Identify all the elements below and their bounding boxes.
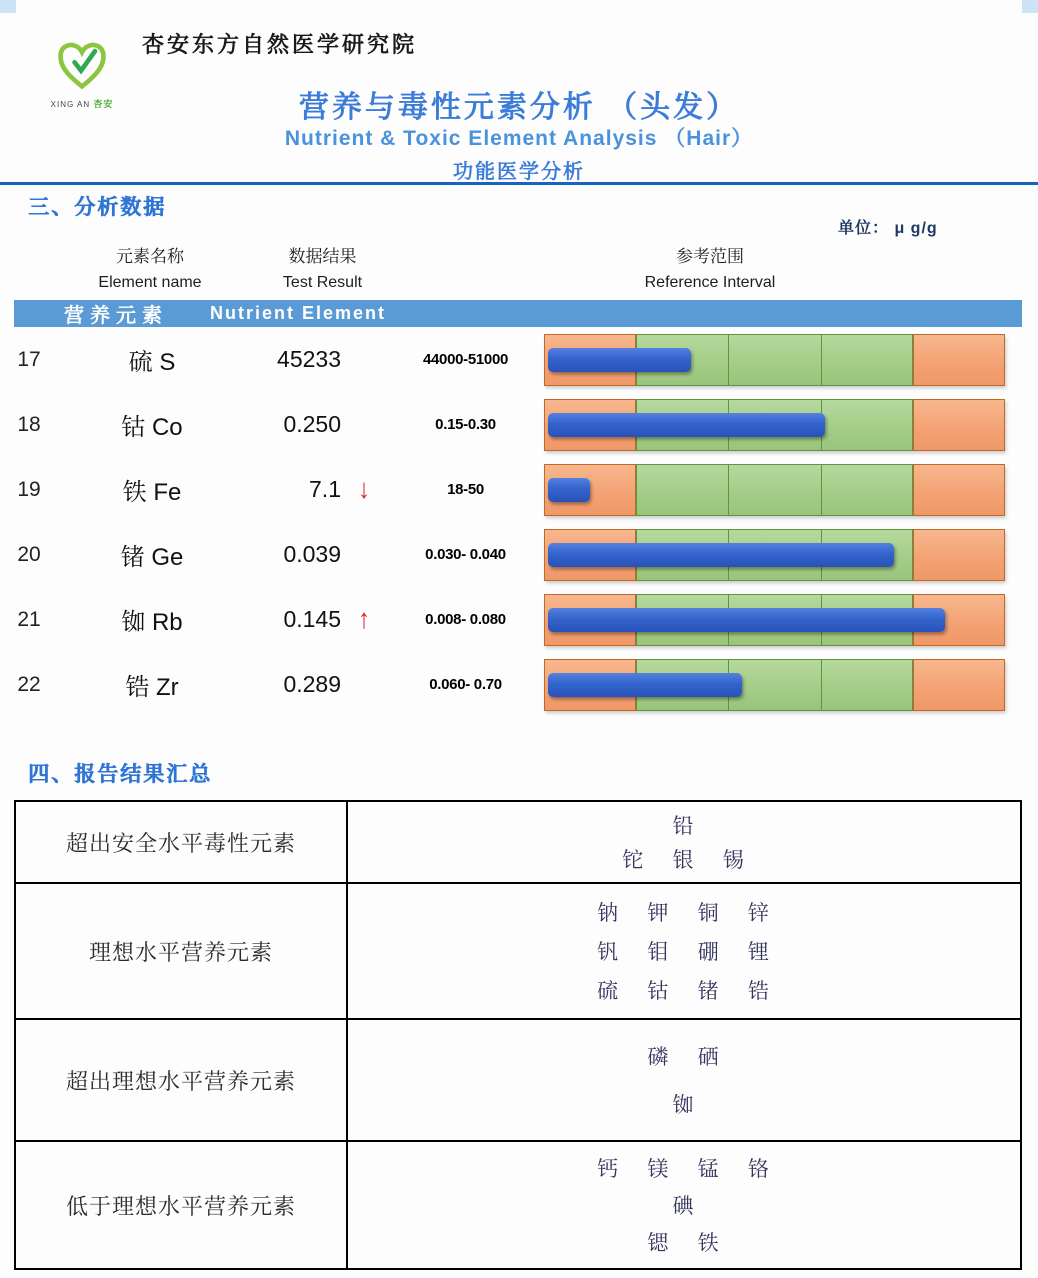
summary-element-line: 铅 [672,814,696,838]
band-green-zone [821,334,913,386]
band-high-orange-zone [913,529,1005,581]
result-bar [548,478,589,502]
reference-band [544,594,1005,646]
band-green-zone [636,464,728,516]
summary-element-line: 铊 银 锡 [622,848,746,872]
element-number: 18 [17,412,41,436]
band-green-zone [821,464,913,516]
reference-range: 18-50 [447,481,484,498]
summary-element-line: 铷 [672,1092,696,1117]
element-name: 锆 Zr [125,674,179,701]
element-number: 17 [17,347,41,371]
element-row [0,457,1038,522]
summary-elements [348,802,1020,882]
report-title: 营养与毒性元素分析 （头发） [298,91,740,124]
reference-band [544,464,1005,516]
element-number: 21 [17,607,41,631]
reference-range: 0.008- 0.080 [425,611,506,628]
element-name: 锗 Ge [120,544,184,571]
result-bar [548,543,894,567]
column-header-result: 数据结果 Test Result [282,247,363,292]
reference-band [544,399,1005,451]
summary-element-line: 钒 钼 硼 锂 [597,940,771,964]
reference-range: 0.030- 0.040 [425,546,506,563]
reference-range: 0.060- 0.70 [429,676,502,693]
reference-band [544,334,1005,386]
element-name: 钴 Co [121,414,183,441]
category-band-nutrient-element: 营养元素 Nutrient Element [14,300,1022,327]
result-bar [548,673,742,697]
summary-category-label: 理想水平营养元素 [16,884,348,1018]
summary-row [16,884,1020,1020]
summary-row [16,802,1020,884]
test-result-value: 7.1 [309,476,341,502]
summary-category-label: 超出理想水平营养元素 [16,1020,348,1140]
element-number: 19 [17,477,41,501]
test-result-value: 0.289 [283,671,341,697]
reference-range: 44000-51000 [422,351,509,368]
analysis-section-title: 三、分析数据 [28,196,166,219]
element-table-body [0,327,1038,717]
report-subheading: 功能医学分析 [453,161,585,183]
reference-band [544,659,1005,711]
element-number: 22 [17,672,41,696]
summary-section-title: 四、报告结果汇总 [28,763,212,786]
test-result-value: 0.250 [283,411,341,437]
summary-elements [348,1142,1020,1268]
summary-elements [348,1020,1020,1140]
summary-category-label: 低于理想水平营养元素 [16,1142,348,1268]
band-high-orange-zone [913,659,1005,711]
band-high-orange-zone [913,334,1005,386]
column-header-element: 元素名称 Element name [98,247,202,292]
band-green-zone [728,464,820,516]
band-green-zone [821,659,913,711]
summary-element-line: 碘 [672,1194,696,1218]
element-row [0,652,1038,717]
trend-arrow-icon: ↑ [358,603,370,635]
column-header-reference: 参考范围 Reference Interval [644,247,776,292]
result-bar [548,413,825,437]
summary-element-line: 磷 硒 [647,1045,721,1070]
summary-category-label: 超出安全水平毒性元素 [16,802,348,882]
element-number: 20 [17,542,41,566]
logo-caption: XING AN 杏安 [50,99,114,109]
test-result-value: 0.145 [283,606,341,632]
summary-element-line: 硫 钴 锗 锆 [597,979,771,1003]
test-result-value: 45233 [277,346,341,372]
unit-label: 单位： μ g/g [838,220,938,237]
element-row [0,522,1038,587]
element-name: 铁 Fe [122,479,182,506]
band-green-zone [728,659,820,711]
band-green-zone [728,334,820,386]
element-name: 铷 Rb [121,609,183,636]
element-row [0,587,1038,652]
summary-elements [348,884,1020,1018]
band-high-orange-zone [913,399,1005,451]
org-name: 杏安东方自然医学研究院 [142,32,418,57]
summary-row [16,1142,1020,1268]
result-bar [548,608,944,632]
summary-element-line: 钙 镁 锰 铬 [597,1157,771,1181]
element-row [0,327,1038,392]
summary-row [16,1020,1020,1142]
summary-table [14,800,1022,1270]
report-subtitle-en: Nutrient & Toxic Element Analysis （Hair） [284,127,754,150]
test-result-value: 0.039 [283,541,341,567]
summary-element-line: 锶 铁 [647,1231,721,1255]
trend-arrow-icon: ↓ [358,473,370,505]
element-row [0,392,1038,457]
band-green-zone [821,399,913,451]
summary-element-line: 钠 钾 铜 锌 [597,901,771,925]
reference-band [544,529,1005,581]
band-high-orange-zone [913,464,1005,516]
reference-range: 0.15-0.30 [435,416,496,433]
result-bar [548,348,691,372]
element-name: 硫 S [128,349,176,376]
report-header [0,0,1038,185]
